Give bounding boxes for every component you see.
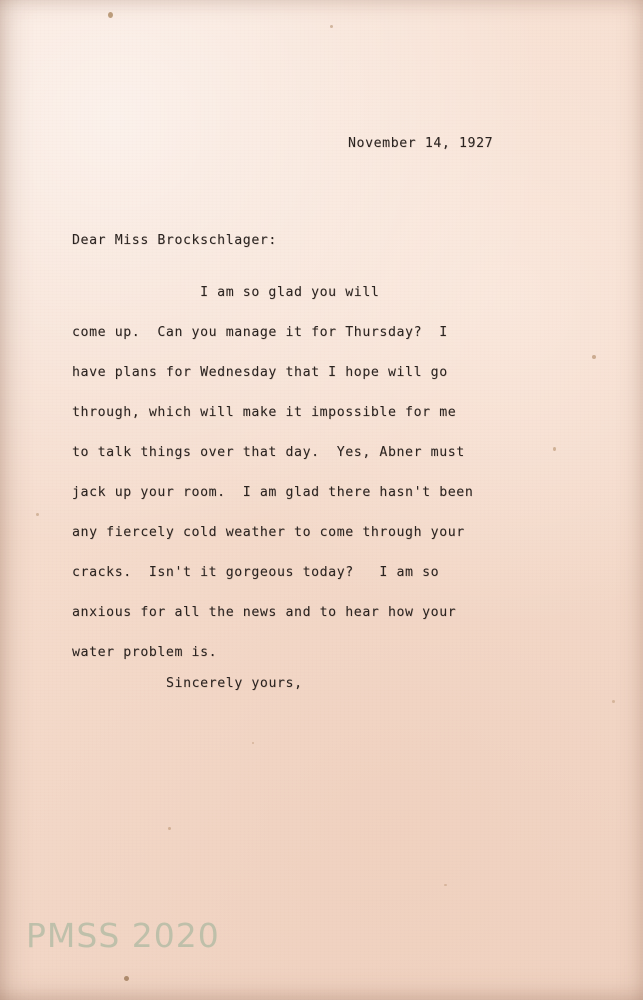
letter-body-line: jack up your room. I am glad there hasn't been	[72, 485, 474, 500]
letter-body-line: water problem is.	[72, 645, 218, 660]
letter-body-line: have plans for Wednesday that I hope will go	[72, 365, 448, 380]
letter-body-line: cracks. Isn't it gorgeous today? I am so	[72, 565, 440, 580]
letter-body-line: I am so glad you will	[72, 285, 380, 300]
letter-body-line: come up. Can you manage it for Thursday? I	[72, 325, 448, 340]
paper-speck	[592, 355, 596, 359]
letter-body-line: any fiercely cold weather to come through your	[72, 525, 465, 540]
paper-speck	[252, 742, 254, 744]
paper-speck	[168, 827, 171, 830]
letter-body-line: to talk things over that day. Yes, Abner must	[72, 445, 465, 460]
letter-body	[72, 273, 592, 673]
letter-body-line: through, which will make it impossible for me	[72, 405, 457, 420]
paper-speck	[124, 976, 129, 981]
paper-speck	[612, 700, 615, 703]
paper-speck	[330, 25, 333, 28]
paper-speck	[36, 513, 39, 516]
paper-speck	[444, 884, 447, 886]
letter-closing: Sincerely yours,	[166, 676, 303, 691]
paper-speck	[108, 12, 113, 18]
letter-body-line: anxious for all the news and to hear how your	[72, 605, 457, 620]
letter-salutation: Dear Miss Brockschlager:	[72, 233, 277, 248]
letter-date: November 14, 1927	[348, 136, 494, 151]
archive-watermark: PMSS 2020	[26, 916, 220, 955]
